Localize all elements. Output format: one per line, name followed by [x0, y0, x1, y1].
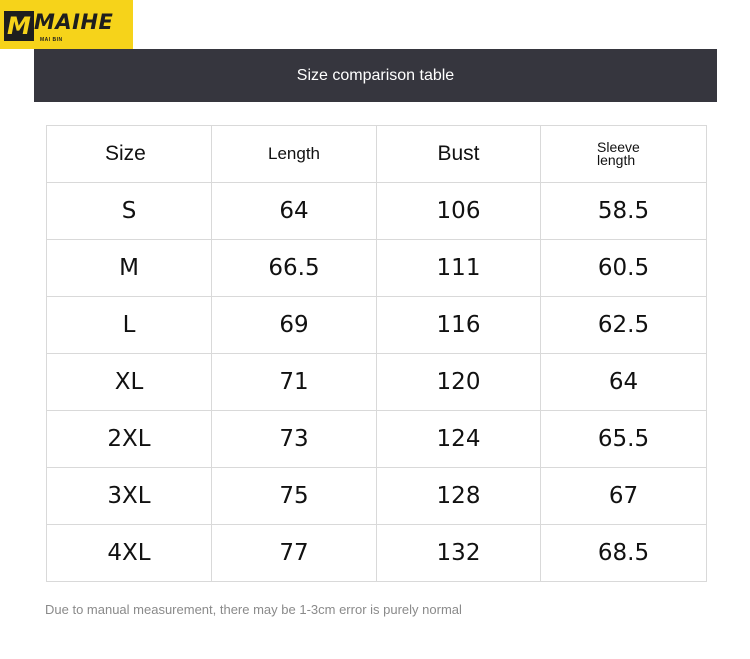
cell-size: S: [47, 183, 212, 240]
measurement-note: Due to manual measurement, there may be 1-3cm error is purely normal: [45, 602, 462, 617]
cell-length: 75: [212, 468, 377, 525]
header-bust: Bust: [377, 126, 541, 183]
cell-bust: 120: [377, 354, 541, 411]
cell-length: 69: [212, 297, 377, 354]
cell-sleeve: 65.5: [541, 411, 707, 468]
cell-sleeve: 64: [541, 354, 707, 411]
table-row: [47, 354, 707, 411]
header-length: Length: [212, 126, 377, 183]
table-row: [47, 468, 707, 525]
cell-sleeve: 62.5: [541, 297, 707, 354]
brand-logo: [0, 0, 133, 49]
cell-bust: 106: [377, 183, 541, 240]
cell-bust: 132: [377, 525, 541, 582]
table-row: [47, 240, 707, 297]
cell-bust: 111: [377, 240, 541, 297]
size-table-body: [47, 126, 707, 582]
table-row: [47, 297, 707, 354]
cell-length: 77: [212, 525, 377, 582]
cell-sleeve: 58.5: [541, 183, 707, 240]
logo-wordmark: MAIHE: [34, 10, 114, 34]
cell-size: 3XL: [47, 468, 212, 525]
header-sleeve-length: [541, 126, 707, 183]
cell-bust: 116: [377, 297, 541, 354]
cell-size: M: [47, 240, 212, 297]
table-row: [47, 183, 707, 240]
cell-length: 71: [212, 354, 377, 411]
title-banner: [34, 49, 717, 102]
table-row: [47, 411, 707, 468]
cell-size: 4XL: [47, 525, 212, 582]
size-table: [46, 125, 707, 582]
cell-length: 73: [212, 411, 377, 468]
header-size: Size: [47, 126, 212, 183]
header-sleeve-line1: Sleeve: [597, 139, 640, 155]
cell-sleeve: 68.5: [541, 525, 707, 582]
header-sleeve-line2: length: [597, 152, 636, 168]
cell-sleeve: 60.5: [541, 240, 707, 297]
logo-mark: M: [4, 11, 34, 41]
cell-bust: 124: [377, 411, 541, 468]
table-header-row: [47, 126, 707, 183]
page-title: Size comparison table: [296, 66, 455, 84]
cell-size: XL: [47, 354, 212, 411]
cell-size: L: [47, 297, 212, 354]
logo-subtext: MAI BIN: [40, 37, 63, 43]
table-row: [47, 525, 707, 582]
cell-bust: 128: [377, 468, 541, 525]
cell-sleeve: 67: [541, 468, 707, 525]
cell-size: 2XL: [47, 411, 212, 468]
cell-length: 64: [212, 183, 377, 240]
cell-length: 66.5: [212, 240, 377, 297]
